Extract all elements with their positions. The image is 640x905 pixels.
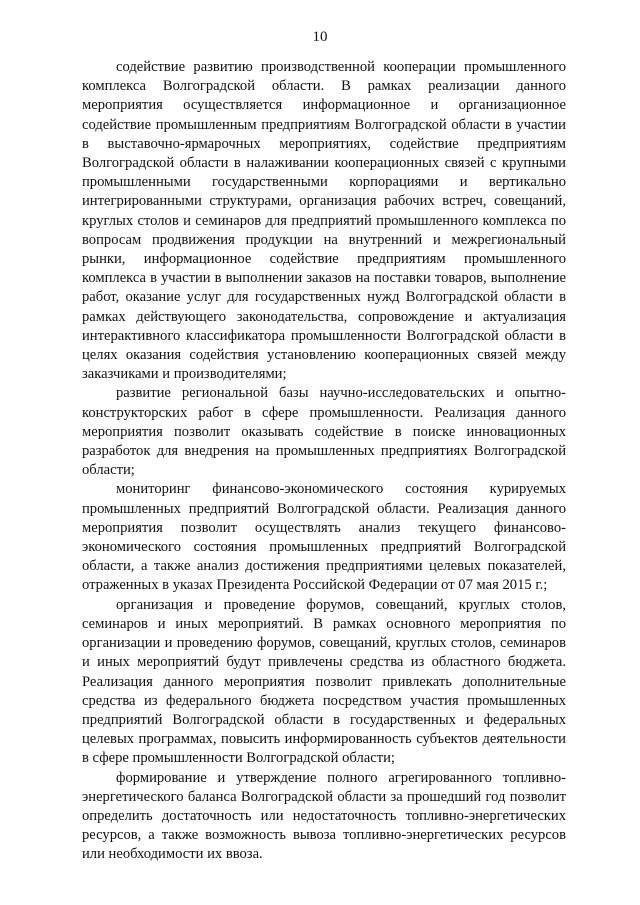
paragraph-cooperation: содействие развитию производственной кооперации промышленного комплекса Волгоградской области. В рамках реализации данного мероприятия осуществляется информационное и организационное содействие промышленным предприятиям Волгоградской области в участии в выставочно-ярмарочных мероприятиях, содействие предприятиям Волгоградской области в налаживании кооперационных связей с крупными промышленными государственными корпорациями и вертикально интегрированными структурами, организация рабочих встреч, совещаний, круглых столов и семинаров для предприятий промышленного комплекса по вопросам продвижения продукции на внутренний и межрегиональный рынки, информационное содействие предприятиям промышленного комплекса в участии в выполнении заказов на поставки товаров, выполнение работ, оказание услуг для государственных нужд Волгоградской области в рамках действующего законодательства, сопровождение и актуализация интерактивного классификатора промышленности Волгоградской области в целях оказания содействия установлению кооперационных связей между заказчиками и производителями; xyxy=(82,59,566,383)
paragraph-forums: организация и проведение форумов, совещаний, круглых столов, семинаров и иных мероприятий. В рамках основного мероприятия по организации и проведению форумов, совещаний, круглых столов, семинаров и иных мероприятий будут привлечены средства из областного бюджета. Реализация данного мероприятия позволит привлекать дополнительные средства из федерального бюджета посредством участия промышленных предприятий Волгоградской области в государственных и федеральных целевых программах, повысить информированность субъектов деятельности в сфере промышленности Волгоградской области; xyxy=(82,596,566,767)
page-number: 10 xyxy=(312,29,328,45)
paragraph-research-base: развитие региональной базы научно-исследовательских и опытно-конструкторских работ в сфере промышленности. Реализация данного мероприятия позволит оказывать содействие в поиске инновационных разработок для внедрения на промышленных предприятиях Волгоградской области; xyxy=(82,385,566,479)
paragraph-energy-balance: формирование и утверждение полного агрегированного топливно-энергетического баланса Волгоградской области за прошедший год позволит определить достаточность или недостаточность топливно-энергетических ресурсов, а также возможность вывоза топливно-энергетических ресурсов или необходимости их ввоза. xyxy=(82,769,566,863)
paragraph-monitoring: мониторинг финансово-экономического состояния курируемых промышленных предприятий Волгоградской области. Реализация данного мероприятия позволит осуществлять анализ текущего финансово-экономического состояния промышленных предприятий Волгоградской области, а также анализ достижения предприятиями целевых показателей, отраженных в указах Президента Российской Федерации от 07 мая 2015 г.; xyxy=(82,481,566,594)
document-body xyxy=(82,58,566,865)
